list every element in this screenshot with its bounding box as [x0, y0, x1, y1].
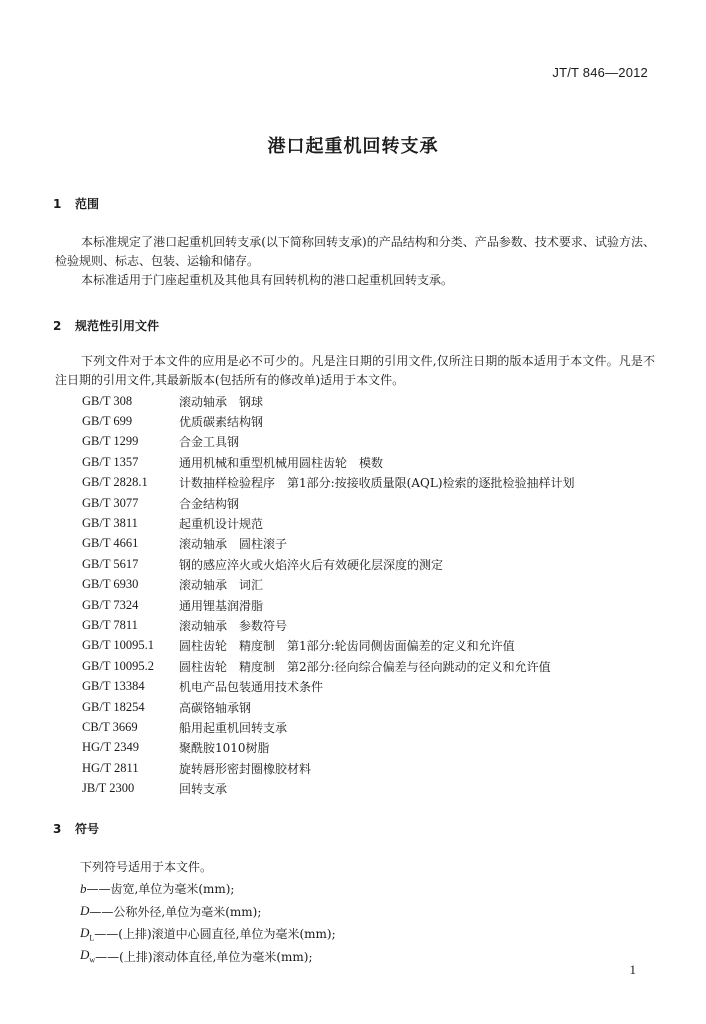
- symbol-letter: b: [80, 880, 87, 896]
- reference-code: HG/T 2349: [82, 740, 140, 755]
- reference-title: 合金工具钢: [179, 435, 240, 450]
- reference-title: 起重机设计规范: [179, 517, 264, 532]
- reference-title: 通用锂基润滑脂: [179, 598, 264, 613]
- reference-title: 滚动轴承 词汇: [179, 578, 264, 593]
- reference-code: GB/T 1299: [82, 434, 139, 449]
- symbol-item: [80, 923, 640, 946]
- reference-title: 合金结构钢: [179, 496, 240, 511]
- symbol-item: [80, 900, 640, 923]
- document-title: 港口起重机回转支承: [267, 136, 439, 157]
- symbol-subscript: L: [89, 933, 95, 943]
- section-3-heading: [53, 820, 99, 837]
- section-title: 符号: [75, 822, 100, 836]
- section-number: 2: [53, 319, 62, 333]
- symbol-variable: [80, 925, 94, 943]
- reference-item: [82, 391, 642, 411]
- reference-title: 聚酰胺1010树脂: [179, 741, 270, 756]
- reference-code: GB/T 4661: [82, 536, 139, 551]
- symbol-description: ——齿宽,单位为毫米(mm);: [86, 882, 235, 897]
- symbols-intro: 下列符号适用于本文件。: [80, 859, 213, 874]
- reference-code: GB/T 7811: [82, 617, 138, 632]
- reference-code: GB/T 1357: [82, 454, 139, 469]
- reference-title: 计数抽样检验程序 第1部分:按接收质量限(AQL)检索的逐批检验抽样计划: [179, 476, 575, 491]
- section-2-intro: 下列文件对于本文件的应用是必不可少的。凡是注日期的引用文件,仅所注日期的版本适用于本文件。凡是不注日期的引用文件,其最新版本(包括所有的修改单)适用于本文件。: [55, 354, 655, 387]
- reference-code: GB/T 308: [82, 393, 133, 408]
- section-number: 1: [53, 197, 62, 211]
- reference-code: GB/T 3077: [82, 495, 139, 510]
- reference-item: [82, 595, 642, 615]
- reference-item: [82, 676, 642, 696]
- reference-code: JB/T 2300: [82, 781, 135, 796]
- reference-item: [82, 554, 642, 574]
- reference-title: 圆柱齿轮 精度制 第2部分:径向综合偏差与径向跳动的定义和允许值: [179, 659, 551, 674]
- reference-title: 优质碳素结构钢: [179, 415, 264, 430]
- reference-item: [82, 473, 642, 493]
- reference-item: [82, 452, 642, 472]
- reference-title: 滚动轴承 参数符号: [179, 618, 288, 633]
- reference-code: CB/T 3669: [82, 719, 138, 734]
- reference-item: [82, 411, 642, 431]
- symbol-variable: [80, 903, 89, 919]
- reference-item: [82, 778, 642, 798]
- section-number: 3: [53, 822, 62, 836]
- reference-title: 回转支承: [179, 782, 228, 797]
- reference-title: 高碳铬轴承钢: [179, 700, 252, 715]
- reference-item: [82, 513, 642, 533]
- symbol-letter: D: [80, 903, 90, 919]
- section-1-paragraph-1: 本标准规定了港口起重机回转支承(以下简称回转支承)的产品结构和分类、产品参数、技术要求、试验方法、检验规则、标志、包装、运输和储存。: [55, 235, 655, 268]
- reference-code: GB/T 18254: [82, 699, 145, 714]
- reference-code: GB/T 2828.1: [82, 475, 148, 490]
- section-title: 规范性引用文件: [75, 319, 160, 333]
- section-1-heading: [53, 195, 99, 212]
- reference-code: GB/T 5617: [82, 556, 139, 571]
- reference-item: [82, 758, 642, 778]
- reference-item: [82, 615, 642, 635]
- page-number: 1: [629, 962, 636, 977]
- reference-code: GB/T 10095.1: [82, 638, 154, 653]
- symbol-variable: [80, 947, 95, 965]
- reference-title: 圆柱齿轮 精度制 第1部分:轮齿同侧齿面偏差的定义和允许值: [179, 639, 515, 654]
- reference-item: [82, 432, 642, 452]
- reference-item: [82, 534, 642, 554]
- reference-item: [82, 717, 642, 737]
- symbols-list: [80, 855, 640, 968]
- symbol-description: ——公称外径,单位为毫米(mm);: [89, 904, 262, 919]
- symbol-item: [80, 945, 640, 968]
- reference-title: 滚动轴承 圆柱滚子: [179, 537, 288, 552]
- reference-item: [82, 738, 642, 758]
- normative-references-list: [82, 391, 642, 799]
- standard-number: JT/T 846—2012: [552, 65, 648, 80]
- section-2-heading: [53, 317, 159, 334]
- reference-title: 旋转唇形密封圈橡胶材料: [179, 761, 312, 776]
- reference-item: [82, 697, 642, 717]
- symbol-subscript: w: [89, 956, 96, 966]
- symbol-letter: D: [80, 924, 90, 940]
- reference-title: 机电产品包装通用技术条件: [179, 680, 324, 695]
- reference-code: GB/T 13384: [82, 679, 145, 694]
- reference-code: GB/T 3811: [82, 516, 138, 531]
- section-title: 范围: [75, 197, 100, 211]
- reference-title: 滚动轴承 钢球: [179, 394, 264, 409]
- symbol-letter: D: [80, 947, 90, 963]
- reference-code: GB/T 10095.2: [82, 658, 154, 673]
- reference-code: GB/T 6930: [82, 577, 139, 592]
- reference-title: 通用机械和重型机械用圆柱齿轮 模数: [179, 455, 384, 470]
- symbol-description: ——(上排)滚道中心圆直径,单位为毫米(mm);: [94, 927, 336, 942]
- reference-title: 钢的感应淬火或火焰淬火后有效硬化层深度的测定: [179, 557, 444, 572]
- reference-title: 船用起重机回转支承: [179, 720, 288, 735]
- reference-item: [82, 493, 642, 513]
- reference-code: HG/T 2811: [82, 760, 139, 775]
- section-1-paragraph-2: 本标准适用于门座起重机及其他具有回转机构的港口起重机回转支承。: [81, 273, 454, 287]
- reference-item: [82, 575, 642, 595]
- reference-item: [82, 656, 642, 676]
- reference-code: GB/T 699: [82, 414, 133, 429]
- symbol-item: [80, 878, 640, 901]
- symbol-description: ——(上排)滚动体直径,单位为毫米(mm);: [95, 949, 313, 964]
- reference-item: [82, 636, 642, 656]
- reference-code: GB/T 7324: [82, 597, 139, 612]
